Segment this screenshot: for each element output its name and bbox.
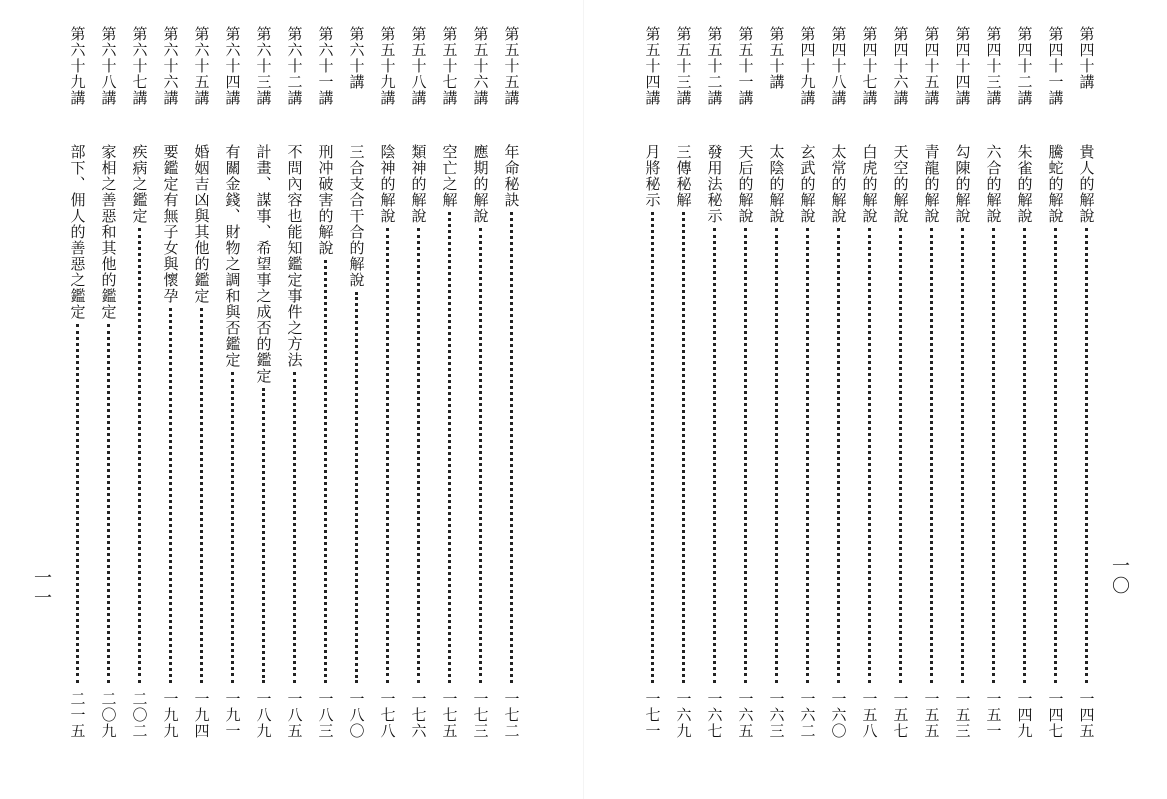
lecture-number: 第六十五講 (192, 26, 211, 106)
entry-title: 疾病之鑑定 (130, 144, 149, 224)
dot-leader (806, 228, 809, 683)
toc-entry (1071, 26, 1102, 751)
page-number: 一五八 (860, 691, 879, 739)
lecture-number: 第四十講 (1077, 26, 1096, 90)
toc-entry (434, 26, 465, 751)
lecture-number: 第五十講 (767, 26, 786, 90)
dot-leader (200, 308, 203, 683)
entry-title: 陰神的解說 (378, 144, 397, 224)
lecture-number: 第六十講 (347, 26, 366, 90)
lecture-number: 第五十四講 (643, 26, 662, 106)
lecture-number: 第四十二講 (1015, 26, 1034, 106)
lecture-number: 第四十七講 (860, 26, 879, 106)
dot-leader (961, 228, 964, 683)
page-number: 一七五 (440, 691, 459, 739)
dot-leader (1054, 228, 1057, 683)
toc-entry (730, 26, 761, 751)
page-number: 一六七 (705, 691, 724, 739)
page-number: 一七六 (409, 691, 428, 739)
toc-entry (668, 26, 699, 751)
toc-entry (885, 26, 916, 751)
dot-leader (682, 212, 685, 683)
toc-entry (637, 26, 668, 751)
entry-title: 刑冲破害的解說 (316, 144, 335, 256)
entry-title: 計畫、謀事、希望事之成否的鑑定 (254, 144, 273, 384)
entry-title: 玄武的解說 (798, 144, 817, 224)
page-number: 一八五 (285, 691, 304, 739)
page-number: 一八〇 (347, 691, 366, 739)
toc-columns-right (637, 26, 1102, 751)
lecture-number: 第六十六講 (161, 26, 180, 106)
toc-entry (496, 26, 527, 751)
dot-leader (868, 228, 871, 683)
entry-title: 年命秘訣 (502, 144, 521, 208)
lecture-number: 第四十六講 (891, 26, 910, 106)
page-number: 一四九 (1015, 691, 1034, 739)
lecture-number: 第六十八講 (99, 26, 118, 106)
lecture-number: 第四十五講 (922, 26, 941, 106)
dot-leader (169, 308, 172, 683)
page-number: 一六〇 (829, 691, 848, 739)
entry-title: 要鑑定有無子女與懷孕 (161, 144, 180, 304)
dot-leader (930, 228, 933, 683)
page-number: 二一五 (68, 691, 87, 739)
lecture-number: 第五十九講 (378, 26, 397, 106)
entry-title: 貴人的解說 (1077, 144, 1096, 224)
lecture-number: 第五十八講 (409, 26, 428, 106)
entry-title: 白虎的解說 (860, 144, 879, 224)
lecture-number: 第五十二講 (705, 26, 724, 106)
toc-entry (978, 26, 1009, 751)
toc-entry (947, 26, 978, 751)
dot-leader (1085, 228, 1088, 683)
folio-right: 一〇 (1109, 556, 1130, 596)
page-number: 一五三 (953, 691, 972, 739)
entry-title: 應期的解說 (471, 144, 490, 224)
dot-leader (231, 372, 234, 683)
lecture-number: 第六十一講 (316, 26, 335, 106)
entry-title: 家相之善惡和其他的鑑定 (99, 144, 118, 320)
page-number: 一五五 (922, 691, 941, 739)
entry-title: 勾陳的解說 (953, 144, 972, 224)
entry-title: 發用法秘示 (705, 144, 724, 224)
toc-entry (465, 26, 496, 751)
dot-leader (76, 324, 79, 683)
dot-leader (899, 228, 902, 683)
dot-leader (386, 228, 389, 683)
dot-leader (1023, 228, 1026, 683)
entry-title: 婚姻吉凶與其他的鑑定 (192, 144, 211, 304)
entry-title: 太常的解說 (829, 144, 848, 224)
entry-title: 天空的解說 (891, 144, 910, 224)
lecture-number: 第五十七講 (440, 26, 459, 106)
page-number: 一六九 (674, 691, 693, 739)
entry-title: 部下、佣人的善惡之鑑定 (68, 144, 87, 320)
dot-leader (262, 388, 265, 683)
entry-title: 朱雀的解說 (1015, 144, 1034, 224)
entry-title: 類神的解說 (409, 144, 428, 224)
dot-leader (355, 292, 358, 683)
page-number: 二〇九 (99, 691, 118, 739)
lecture-number: 第四十四講 (953, 26, 972, 106)
page-number: 一六三 (767, 691, 786, 739)
toc-entry (761, 26, 792, 751)
toc-entry (279, 26, 310, 751)
entry-title: 三合支合干合的解說 (347, 144, 366, 288)
lecture-number: 第六十二講 (285, 26, 304, 106)
lecture-number: 第五十五講 (502, 26, 521, 106)
entry-title: 月將秘示 (643, 144, 662, 208)
entry-title: 不問內容也能知鑑定事件之方法 (285, 144, 304, 368)
toc-entry (1009, 26, 1040, 751)
dot-leader (107, 324, 110, 683)
page-number: 一五七 (891, 691, 910, 739)
entry-title: 三傳秘解 (674, 144, 693, 208)
dot-leader (293, 372, 296, 683)
entry-title: 太陰的解說 (767, 144, 786, 224)
dot-leader (992, 228, 995, 683)
toc-entry (372, 26, 403, 751)
toc-entry (310, 26, 341, 751)
dot-leader (713, 228, 716, 683)
page-number: 一七八 (378, 691, 397, 739)
toc-entry (699, 26, 730, 751)
toc-entry (217, 26, 248, 751)
toc-entry (186, 26, 217, 751)
page-number: 一四七 (1046, 691, 1065, 739)
page-number: 一六五 (736, 691, 755, 739)
lecture-number: 第四十九講 (798, 26, 817, 106)
page-number: 一九九 (161, 691, 180, 739)
toc-entry (792, 26, 823, 751)
lecture-number: 第四十三講 (984, 26, 1003, 106)
lecture-number: 第六十三講 (254, 26, 273, 106)
page-number: 一七一 (643, 691, 662, 739)
entry-title: 騰蛇的解說 (1046, 144, 1065, 224)
page-number: 一四五 (1077, 691, 1096, 739)
page-number: 一九一 (223, 691, 242, 739)
lecture-number: 第五十六講 (471, 26, 490, 106)
lecture-number: 第五十三講 (674, 26, 693, 106)
entry-title: 有關金錢、財物之調和與否鑑定 (223, 144, 242, 368)
dot-leader (837, 228, 840, 683)
folio-left: 一一 (31, 568, 52, 608)
toc-columns-left (62, 26, 527, 751)
page-number: 一六二 (798, 691, 817, 739)
entry-title: 空亡之解 (440, 144, 459, 208)
toc-entry (823, 26, 854, 751)
lecture-number: 第四十八講 (829, 26, 848, 106)
dot-leader (510, 212, 513, 683)
toc-entry (124, 26, 155, 751)
page-number: 一七三 (471, 691, 490, 739)
dot-leader (744, 228, 747, 683)
toc-entry (62, 26, 93, 751)
dot-leader (324, 260, 327, 683)
toc-entry (341, 26, 372, 751)
dot-leader (775, 228, 778, 683)
page-number: 一九四 (192, 691, 211, 739)
lecture-number: 第四十一講 (1046, 26, 1065, 106)
entry-title: 青龍的解說 (922, 144, 941, 224)
page-number: 一八九 (254, 691, 273, 739)
toc-entry (403, 26, 434, 751)
left-page (0, 0, 583, 799)
right-page (584, 0, 1167, 799)
toc-entry (248, 26, 279, 751)
toc-entry (916, 26, 947, 751)
toc-entry (155, 26, 186, 751)
toc-entry (854, 26, 885, 751)
lecture-number: 第五十一講 (736, 26, 755, 106)
entry-title: 天后的解說 (736, 144, 755, 224)
entry-title: 六合的解說 (984, 144, 1003, 224)
dot-leader (651, 212, 654, 683)
lecture-number: 第六十七講 (130, 26, 149, 106)
toc-entry (93, 26, 124, 751)
dot-leader (417, 228, 420, 683)
dot-leader (448, 212, 451, 683)
toc-entry (1040, 26, 1071, 751)
page-number: 一五一 (984, 691, 1003, 739)
page-number: 一八三 (316, 691, 335, 739)
lecture-number: 第六十四講 (223, 26, 242, 106)
dot-leader (138, 228, 141, 683)
page-number: 一七二 (502, 691, 521, 739)
lecture-number: 第六十九講 (68, 26, 87, 106)
page-number: 二〇二 (130, 691, 149, 739)
dot-leader (479, 228, 482, 683)
